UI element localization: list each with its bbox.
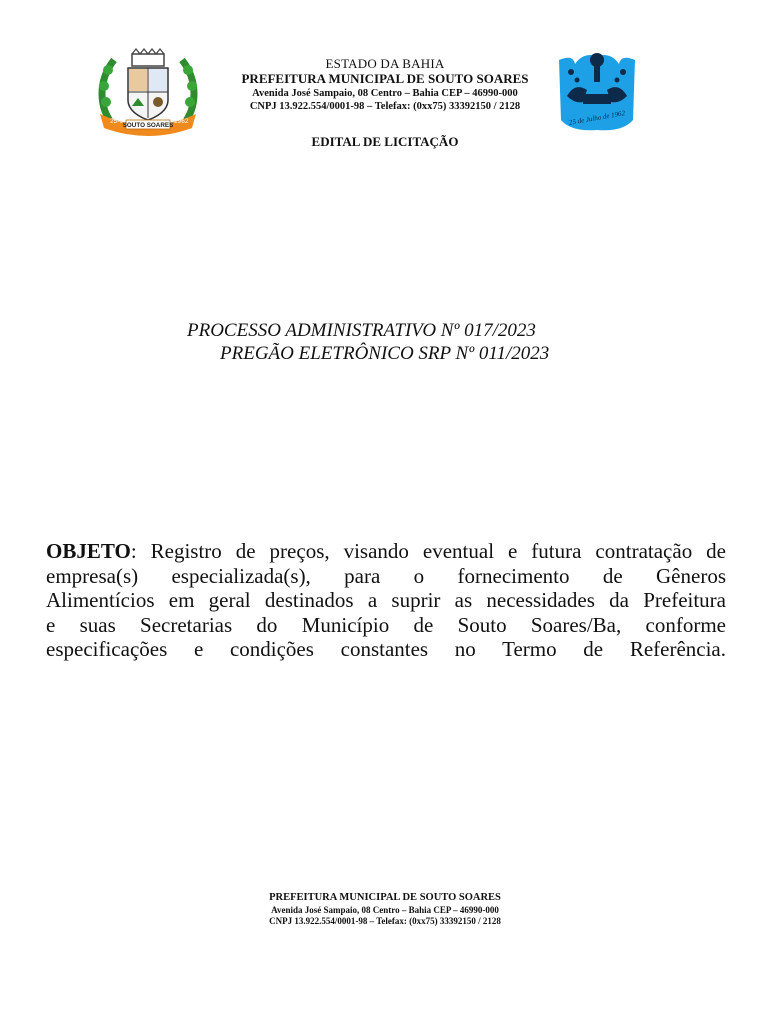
objeto-line-4: e suas Secretarias do Município de Souto Soares/Ba, conforme	[46, 612, 726, 637]
objeto-line-2: empresa(s) especializada(s), para o fornecimento de Gêneros	[46, 563, 726, 588]
pregao-number: PREGÃO ELETRÔNICO SRP Nº 011/2023	[220, 343, 550, 364]
objeto-line-1: OBJETO: Registro de preços, visando eventual e futura contratação de	[46, 539, 726, 563]
header-address: Avenida José Sampaio, 08 Centro – Bahia CEP – 46990-000	[252, 88, 518, 99]
emblem-banner-text: 25 de Julho de 1962	[568, 109, 626, 127]
objeto-line-3: Alimentícios em geral destinados a suprir as necessidades da Prefeitura	[46, 588, 726, 612]
banner-left-text: 25-07	[110, 118, 127, 125]
objeto-line-5: especificações e condições constantes no Termo de Referência.	[46, 637, 726, 661]
banner-center-text: SOUTO SOARES	[122, 122, 174, 129]
header-prefeitura: PREFEITURA MUNICIPAL DE SOUTO SOARES	[241, 71, 529, 86]
objeto-label: OBJETO	[46, 539, 131, 563]
banner-right-text: 1962	[174, 118, 189, 125]
footer-cnpj: CNPJ 13.922.554/0001-98 – Telefax: (0xx75) 33392150 / 2128	[269, 916, 501, 926]
header-cnpj: CNPJ 13.922.554/0001-98 – Telefax: (0xx75) 33392150 / 2128	[249, 101, 521, 112]
objeto-paragraph	[46, 539, 726, 662]
document-type-title: EDITAL DE LICITAÇÃO	[311, 134, 459, 149]
footer-prefeitura: PREFEITURA MUNICIPAL DE SOUTO SOARES	[269, 892, 501, 903]
header-state: ESTADO DA BAHIA	[325, 56, 445, 71]
process-number: PROCESSO ADMINISTRATIVO Nº 017/2023	[187, 320, 536, 341]
footer-address: Avenida José Sampaio, 08 Centro – Bahia CEP – 46990-000	[271, 905, 499, 915]
